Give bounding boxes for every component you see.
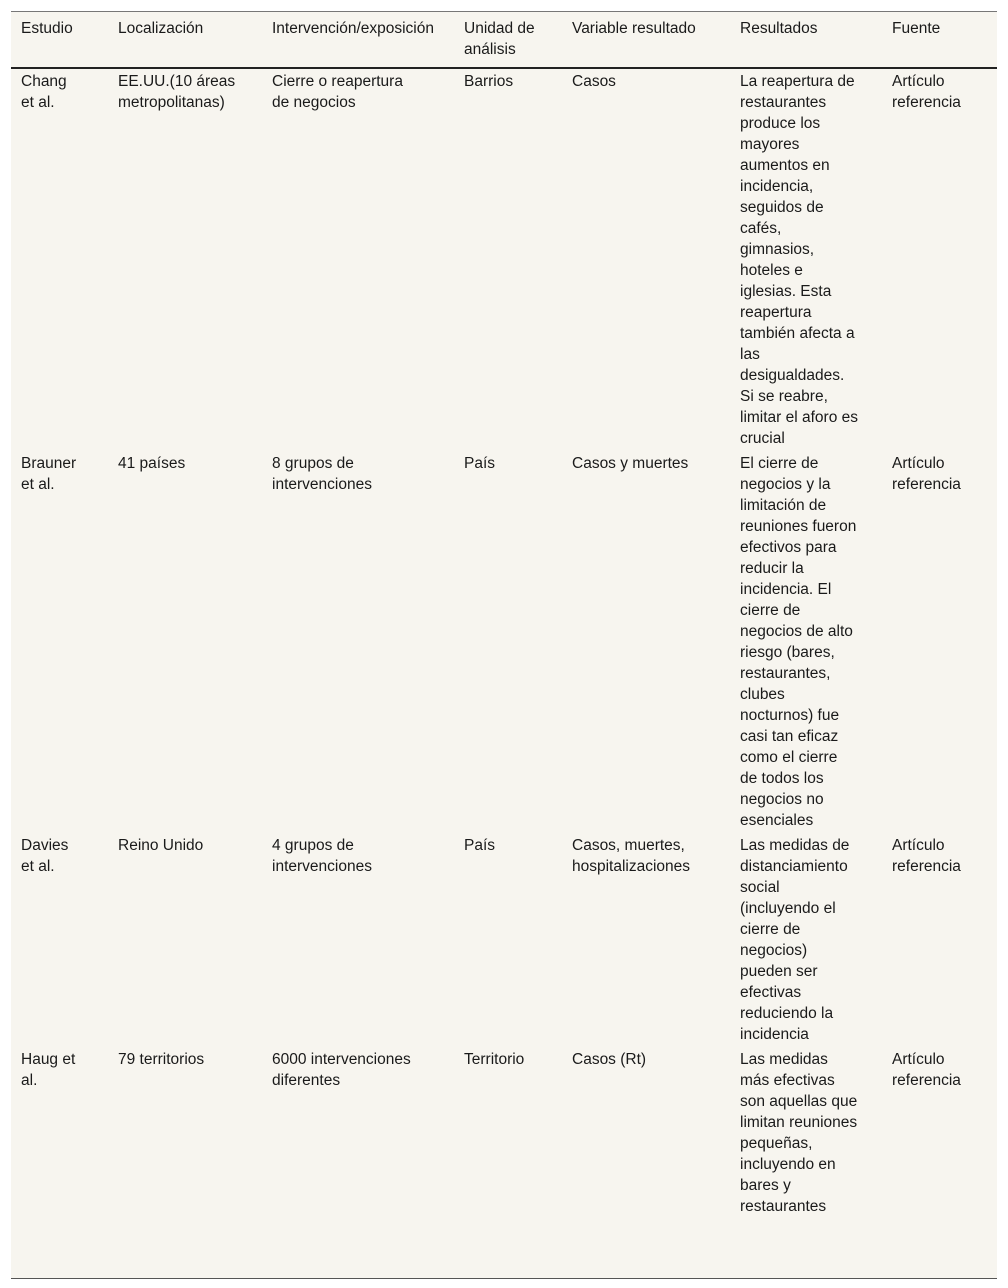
cell-intervencion: Cierre o reapertura de negocios <box>272 73 403 111</box>
studies-table-container <box>11 11 997 1279</box>
cell-unidad: Barrios <box>464 73 514 90</box>
cell-fuente: Artículo referencia <box>892 73 961 111</box>
table-row <box>11 833 997 1047</box>
cell-unidad: País <box>464 837 496 854</box>
cell-resultados: El cierre de negocios y la limitación de reuniones fueron efectivos para reducir la incidencia. El cierre de negocios de alto riesgo (bares, restaurantes, clubes nocturnos) fue casi tan eficaz como el cierre de todos los negocios no esenciales <box>740 455 857 829</box>
cell-unidad: País <box>464 455 496 472</box>
cell-variable: Casos (Rt) <box>572 1051 647 1068</box>
cell-estudio: Haug et al. <box>21 1051 76 1089</box>
studies-table <box>11 12 997 1219</box>
header-row <box>11 12 997 68</box>
header-fuente: Fuente <box>892 20 941 37</box>
header-resultados: Resultados <box>740 20 818 37</box>
header-unidad: Unidad de análisis <box>464 20 535 58</box>
cell-localizacion: 79 territorios <box>118 1051 205 1068</box>
header-estudio: Estudio <box>21 20 73 37</box>
cell-localizacion: Reino Unido <box>118 837 204 854</box>
table-row <box>11 1047 997 1219</box>
cell-estudio: Davies et al. <box>21 837 69 875</box>
header-intervencion: Intervención/exposición <box>272 20 434 37</box>
header-variable: Variable resultado <box>572 20 696 37</box>
cell-variable: Casos, muertes, hospitalizaciones <box>572 837 691 875</box>
cell-unidad: Territorio <box>464 1051 525 1068</box>
cell-intervencion: 4 grupos de intervenciones <box>272 837 372 875</box>
cell-localizacion: EE.UU.(10 áreas metropolitanas) <box>118 73 236 111</box>
cell-resultados: Las medidas de distanciamiento social (incluyendo el cierre de negocios) pueden ser efectivas reduciendo la incidencia <box>740 837 850 1043</box>
cell-resultados: La reapertura de restaurantes produce los mayores aumentos en incidencia, seguidos de cafés, gimnasios, hoteles e iglesias. Esta reapertura también afecta a las desigualdades. Si se reabre, limitar el aforo es crucial <box>740 73 859 447</box>
cell-fuente: Artículo referencia <box>892 455 961 493</box>
table-row <box>11 451 997 833</box>
cell-intervencion: 8 grupos de intervenciones <box>272 455 372 493</box>
cell-fuente: Artículo referencia <box>892 1051 961 1089</box>
table-row <box>11 68 997 451</box>
cell-fuente: Artículo referencia <box>892 837 961 875</box>
cell-resultados: Las medidas más efectivas son aquellas que limitan reuniones pequeñas, incluyendo en bares y restaurantes <box>740 1051 858 1215</box>
cell-estudio: Brauner et al. <box>21 455 77 493</box>
cell-intervencion: 6000 intervenciones diferentes <box>272 1051 411 1089</box>
cell-variable: Casos <box>572 73 616 90</box>
cell-estudio: Chang et al. <box>21 73 67 111</box>
cell-variable: Casos y muertes <box>572 455 689 472</box>
header-localizacion: Localización <box>118 20 204 37</box>
cell-localizacion: 41 países <box>118 455 186 472</box>
